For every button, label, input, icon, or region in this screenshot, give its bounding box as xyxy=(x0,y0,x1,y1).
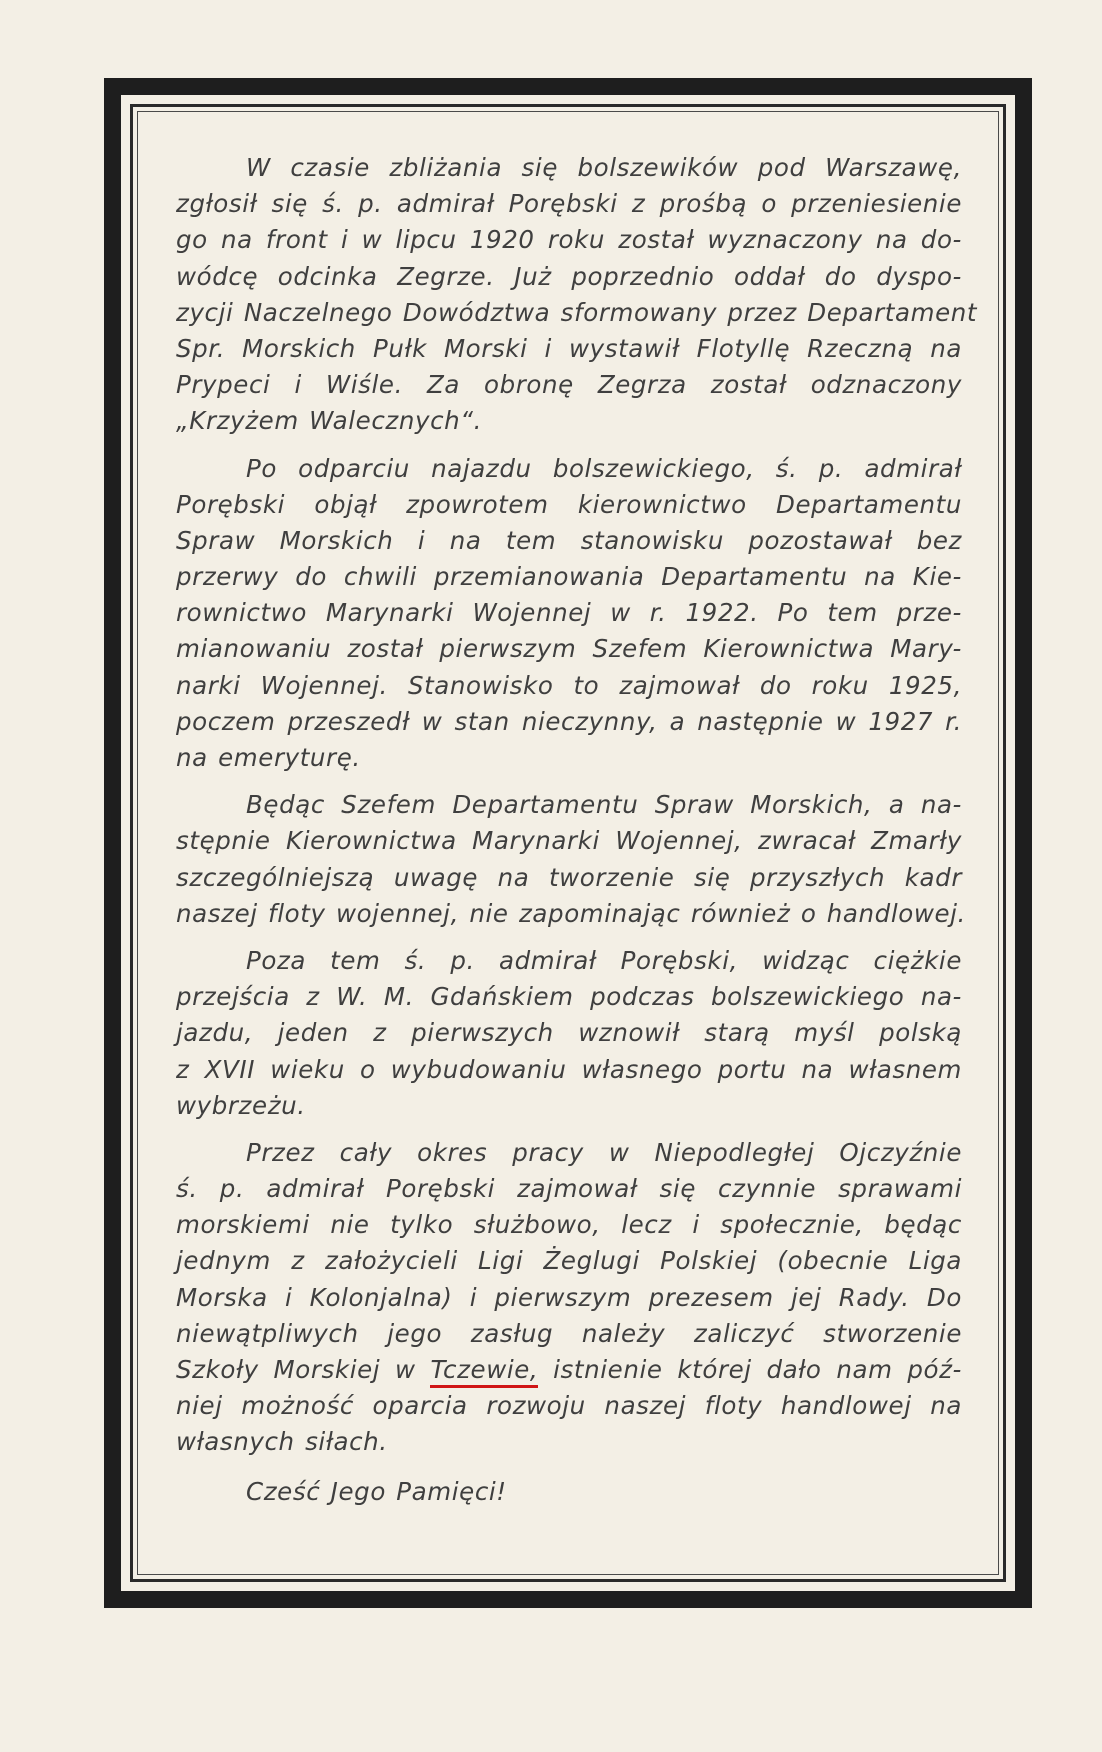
text-line: mianowaniu został pierwszym Szefem Kierownictwa Mary- xyxy=(176,634,962,664)
paragraph-3 xyxy=(176,787,966,932)
paragraph-1 xyxy=(176,150,978,440)
text-line: Poza tem ś. p. admirał Porębski, widząc ciężkie xyxy=(246,945,962,975)
text-line: morskiemi nie tylko służbowo, lecz i społecznie, będąc xyxy=(176,1210,962,1240)
text-line: stępnie Kierownictwa Marynarki Wojennej, zwracał Zmarły xyxy=(176,826,962,856)
text-line: niej możność oparcia rozwoju naszej floty handlowej na xyxy=(176,1391,962,1421)
text-line: go na front i w lipcu 1920 roku został wyznaczony na do- xyxy=(176,225,962,255)
text-line: Po odparciu najazdu bolszewickiego, ś. p. admirał xyxy=(246,453,962,483)
text-line: jazdu, jeden z pierwszych wznowił starą myśl polską xyxy=(176,1018,962,1048)
text-line: rownictwo Marynarki Wojennej w r. 1922. Po tem prze- xyxy=(176,598,962,628)
paragraph-5 xyxy=(176,1135,962,1461)
red-underlined-word: Tczewie, xyxy=(430,1355,538,1388)
text-line: z XVII wieku o wybudowaniu własnego portu na własnem xyxy=(176,1054,962,1084)
text-line: jednym z założycieli Ligi Żeglugi Polskiej (obecnie Liga xyxy=(176,1246,962,1276)
text-line: zgłosił się ś. p. admirał Porębski z prośbą o przeniesienie xyxy=(176,189,962,219)
text-segment: istnienie której dało nam póź- xyxy=(538,1355,962,1384)
text-line: Porębski objął zpowrotem kierownictwo Departamentu xyxy=(176,489,962,519)
text-line: Morska i Kolonjalna) i pierwszym prezesem jej Rady. Do xyxy=(176,1282,962,1312)
text-segment: Szkoły Morskiej w xyxy=(176,1355,431,1384)
text-line: przerwy do chwili przemianowania Departamentu na Kie- xyxy=(176,562,962,592)
text-line: wybrzeżu. xyxy=(176,1090,306,1120)
closing-line: Cześć Jego Pamięci! xyxy=(246,1476,507,1506)
text-line: poczem przeszedł w stan nieczynny, a następnie w 1927 r. xyxy=(176,706,962,736)
text-line: własnych siłach. xyxy=(176,1427,388,1457)
text-line: Prypeci i Wiśle. Za obronę Zegrza został odznaczony xyxy=(176,370,962,400)
paragraph-4 xyxy=(176,943,962,1124)
text-line: „Krzyżem Walecznych“. xyxy=(176,406,482,436)
text-line: przejścia z W. M. Gdańskiem podczas bolszewickiego na- xyxy=(176,982,962,1012)
text-line: Przez cały okres pracy w Niepodległej Ojczyźnie xyxy=(246,1137,962,1167)
text-line: Spr. Morskich Pułk Morski i wystawił Flotyllę Rzeczną na xyxy=(176,333,962,363)
paragraph-2 xyxy=(176,451,962,777)
text-line: Będąc Szefem Departamentu Spraw Morskich, a na- xyxy=(246,790,962,820)
text-line: wódcę odcinka Zegrze. Już poprzednio oddał do dyspo- xyxy=(176,261,962,291)
text-line: naszej floty wojennej, nie zapominając również o handlowej. xyxy=(176,898,966,928)
page-text xyxy=(176,150,978,1510)
text-line: szczególniejszą uwagę na tworzenie się przyszłych kadr xyxy=(176,862,962,892)
underlined-text-line xyxy=(176,1352,962,1388)
text-line: W czasie zbliżania się bolszewików pod Warszawę, xyxy=(246,153,962,182)
text-line: niewątpliwych jego zasług należy zaliczyć stworzenie xyxy=(176,1318,962,1348)
text-line: zycji Naczelnego Dowództwa sformowany przez Departament xyxy=(176,297,978,327)
text-line: ś. p. admirał Porębski zajmował się czynnie sprawami xyxy=(176,1174,962,1204)
text-line: na emeryturę. xyxy=(176,743,361,772)
text-line: Spraw Morskich i na tem stanowisku pozostawał bez xyxy=(176,525,962,555)
text-line: narki Wojennej. Stanowisko to zajmował do roku 1925, xyxy=(176,670,962,700)
